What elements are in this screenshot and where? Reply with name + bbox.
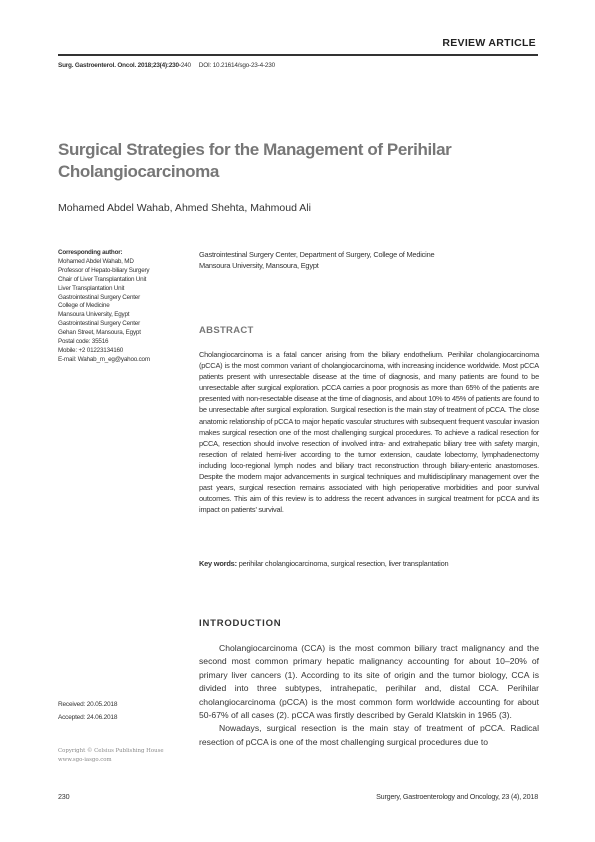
article-title: Surgical Strategies for the Management of Perihilar Cholangiocarcinoma [58,140,452,181]
sidebar-line: Gastrointestinal Surgery Center [58,293,140,301]
section-label: REVIEW ARTICLE [442,37,536,49]
sidebar-line: Professor of Hepato-biliary Surgery [58,266,150,274]
sidebar-line: College of Medicine [58,302,110,310]
sidebar-line: Postal code: 35516 [58,338,109,346]
sidebar-line: Mobile: +2 01223134160 [58,346,124,354]
corresponding-author-block [58,249,193,365]
citation-line [58,62,275,69]
keywords-text: perihilar cholangiocarcinoma, surgical resection, liver transplantation [238,559,449,568]
citation-journal: Surg. Gastroenterol. Oncol. 2018;23(4):230- [58,62,181,69]
sidebar-line: Chair of Liver Transplantation Unit [58,275,147,283]
sidebar-line: Gehan Street, Mansoura, Egypt [58,329,141,337]
affiliation-block [199,249,539,271]
footer-journal: Surgery, Gastroenterology and Oncology, 23 (4), 2018 [376,792,538,801]
affiliation-line: Gastrointestinal Surgery Center, Department of Surgery, College of Medicine [199,250,435,259]
copyright-block [58,747,164,765]
abstract-body: Cholangiocarcinoma is a fatal cancer arising from the biliary endothelium. Perihilar cholangiocarcinoma (pCCA) is the most common variant of cholangiocarcinoma, with increasing incidence worldwide. Most pCCA patients present with unresectable disease at the time of diagnosis, and many patients are found to be unresectable after surgical exploration. pCCA carries a poor prognosis as more than 65% of the patients are presented with non-resectable disease at the time of diagnosis, and about 10% to 45% of patients are found to be unresectable after surgical exploration. Surgical resection is the main stay of treatment of pCCA. The close anatomic relationship of pCCA to major hepatic vascular structures with subsequent frequent vascular invasion makes surgical resection one of the most challenging surgical procedures. To achieve a radical resection for pCCA, resection should involve resection of involved intra- and extrahepatic biliary tree with safety margin, resection of related hemi-liver according to the tumor extension, caudate lobectomy, lymphadenectomy including loco-regional lymph nodes and biliary tract reconstruction through biliary-enteric anastomoses. Despite the modern major advancements in surgical techniques and multidisciplinary management over the past years, surgical resection remains associated with high perioperative morbidities and poor survival outcomes. This aim of this review is to address the recent advances in surgical treatment for pCCA and its impact on patients’ survival. [199,350,539,515]
dates-block [58,699,117,724]
corresponding-author-label: Corresponding author: [58,249,123,256]
introduction-paragraph: Nowadays, surgical resection is the main stay of treatment of pCCA. Radical resection of pCCA is one of the most challenging surgical procedures due to [199,723,539,747]
header-rule [58,54,538,56]
website-link[interactable]: www.sgo-iasgo.com [58,757,112,763]
sidebar-line: Mohamed Abdel Wahab, MD [58,257,134,265]
introduction-heading: INTRODUCTION [199,618,282,629]
citation-pages-end: 240 [180,62,191,69]
accepted-date: Accepted: 24.06.2018 [58,713,118,721]
email-line[interactable]: E-mail: Wahab_m_eg@yahoo.com [58,355,150,363]
sidebar-line: Liver Transplantation Unit [58,284,125,292]
copyright-text: Copyright © Celsius Publishing House [58,748,164,754]
abstract-heading: ABSTRACT [199,325,254,336]
keywords-label: Key words: [199,559,237,568]
received-date: Received: 20.05.2018 [58,701,118,708]
sidebar-line: Gastrointestinal Surgery Center [58,320,140,328]
citation-doi: DOI: 10.21614/sgo-23-4-230 [198,62,275,69]
keywords-line [199,559,539,568]
page-number: 230 [58,792,70,801]
sidebar-line: Mansoura University, Egypt [58,311,130,319]
introduction-paragraph: Cholangiocarcinoma (CCA) is the most common biliary tract malignancy and the second most common primary hepatic malignancy accounting for about 10–20% of primary liver cancers (1). According to its site of origin and the tumor biology, CCA is divided into three subtypes, intrahepatic, perihilar and, distal CCA. Perihilar cholangiocarcinoma (pCCA) is the most common form worldwide accounting for about 50-67% of all cases (2). pCCA was firstly described by Gerald Klatskin in 1965 (3). [199,643,539,721]
affiliation-line: Mansoura University, Mansoura, Egypt [199,261,319,270]
introduction-body [199,642,539,749]
article-authors: Mohamed Abdel Wahab, Ahmed Shehta, Mahmoud Ali [58,202,311,214]
